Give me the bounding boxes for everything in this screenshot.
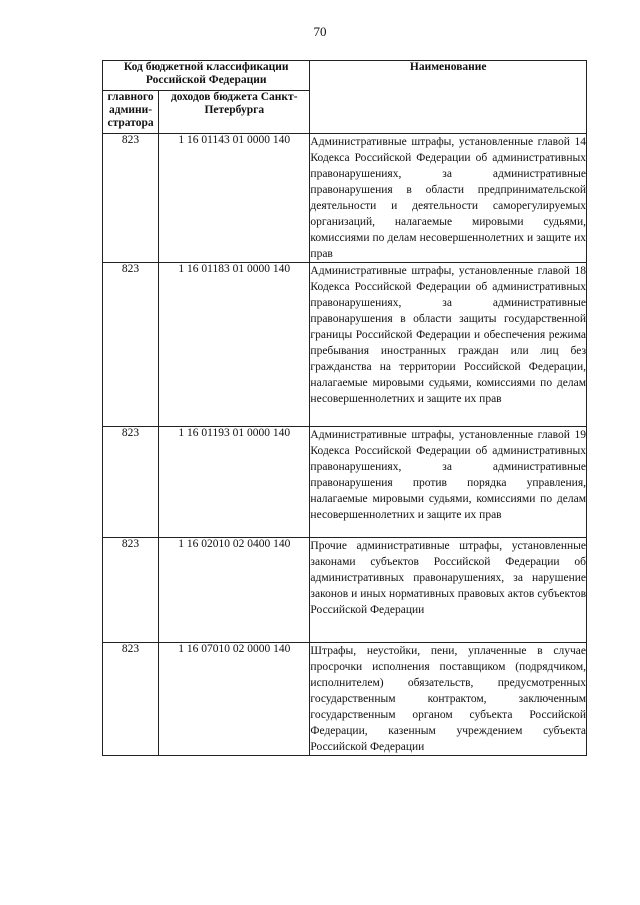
description-cell: Административные штрафы, установленные главой 19 Кодекса Российской Федерации об административных правонарушениях, за административные правонарушения против порядка управления, налагаемые мировыми судьями, комиссиями по делам несовершеннолетних и защите их прав — [310, 427, 587, 538]
description-cell: Прочие административные штрафы, установленные законами субъектов Российской Федерации об административных правонарушениях, за нарушение законов и иных нормативных правовых актов субъектов Российской Федерации — [310, 538, 587, 643]
revenue-code-cell: 1 16 07010 02 0000 140 — [159, 643, 310, 756]
table-row — [103, 643, 587, 756]
description-cell: Административные штрафы, установленные главой 14 Кодекса Российской Федерации об административных правонарушениях, за административные правонарушения в области предпринимательской деятельности и деятельности саморегулируемых организаций, налагаемые мировыми судьями, комиссиями по делам несовершеннолетних и защите их прав — [310, 134, 587, 263]
table-row — [103, 427, 587, 538]
revenue-code-cell: 1 16 02010 02 0400 140 — [159, 538, 310, 643]
header-chief-administrator: главного админи-стратора — [103, 91, 159, 134]
revenue-code-cell: 1 16 01183 01 0000 140 — [159, 263, 310, 427]
header-name: Наименование — [310, 61, 587, 134]
admin-code-cell: 823 — [103, 538, 159, 643]
revenue-code-cell: 1 16 01143 01 0000 140 — [159, 134, 310, 263]
page-number: 70 — [313, 24, 327, 39]
header-budget-classification-code: Код бюджетной классификации Российской Федерации — [103, 61, 310, 91]
revenue-code-cell: 1 16 01193 01 0000 140 — [159, 427, 310, 538]
admin-code-cell: 823 — [103, 134, 159, 263]
header-revenue-code: доходов бюджета Санкт-Петербурга — [159, 91, 310, 134]
table-row — [103, 538, 587, 643]
budget-classification-table — [102, 60, 587, 756]
table-row — [103, 263, 587, 427]
admin-code-cell: 823 — [103, 263, 159, 427]
description-cell: Штрафы, неустойки, пени, уплаченные в случае просрочки исполнения поставщиком (подрядчиком, исполнителем) обязательств, предусмотренных государственным контрактом, заключенным государственным органом субъекта Российской Федерации, казенным учреждением субъекта Российской Федерации — [310, 643, 587, 756]
table-row — [103, 134, 587, 263]
admin-code-cell: 823 — [103, 643, 159, 756]
admin-code-cell: 823 — [103, 427, 159, 538]
description-cell: Административные штрафы, установленные главой 18 Кодекса Российской Федерации об административных правонарушениях, за административные правонарушения в области защиты государственной границы Российской Федерации и обеспечения режима пребывания иностранных граждан или лиц без гражданства на территории Российской Федерации, налагаемые мировыми судьями, комиссиями по делам несовершеннолетних и защите их прав — [310, 263, 587, 427]
